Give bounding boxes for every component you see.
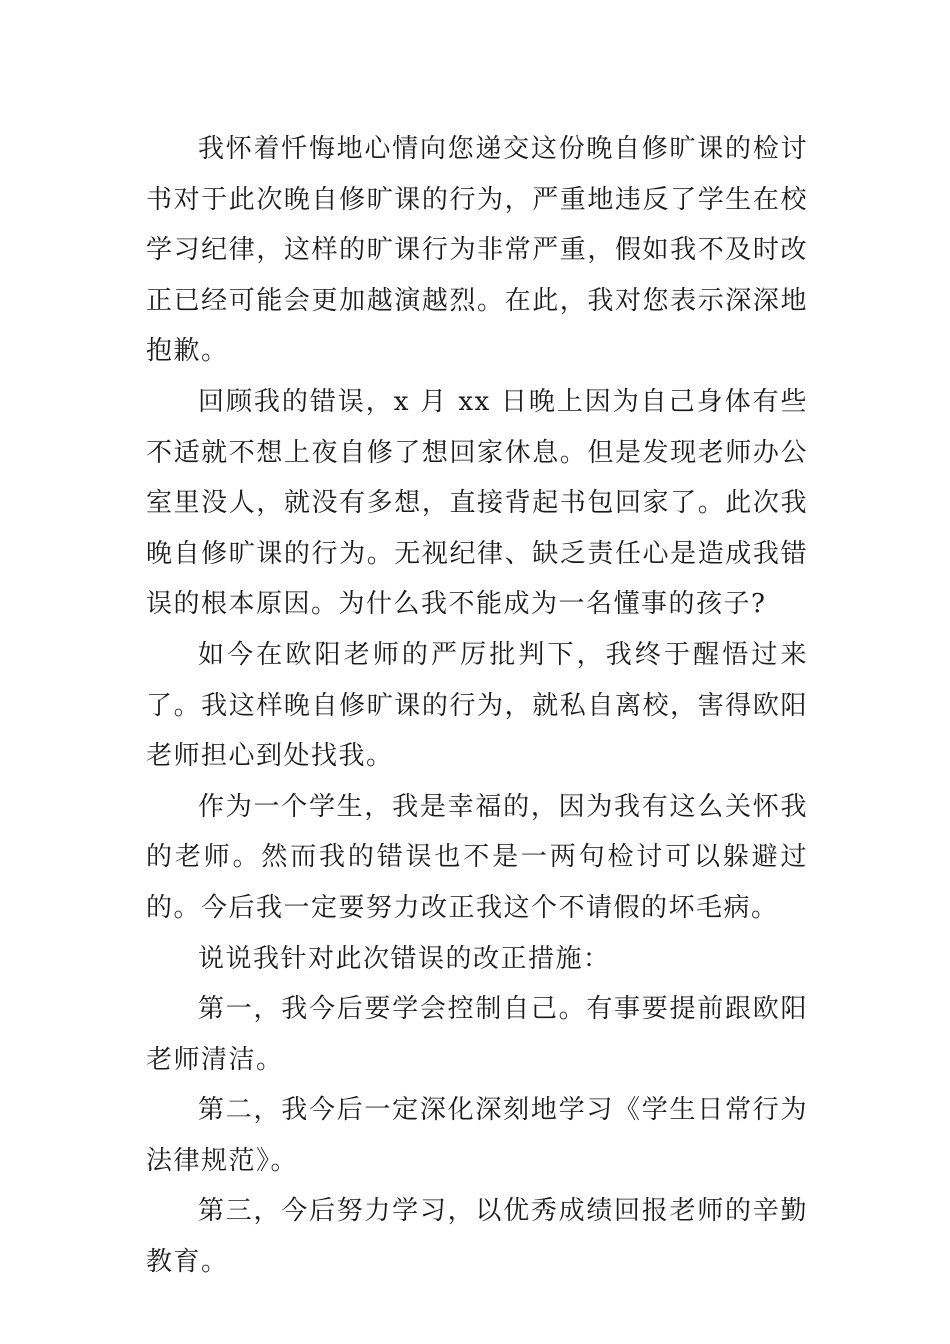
paragraph-3: 如今在欧阳老师的严厉批判下，我终于醒悟过来了。我这样晚自修旷课的行为，就私自离校，害得欧阳老师担心到处找我。 bbox=[146, 639, 808, 772]
paragraph-4: 作为一个学生，我是幸福的，因为我有这么关怀我的老师。然而我的错误也不是一两句检讨可以躲避过的。今后我一定要努力改正我这个不请假的坏毛病。 bbox=[146, 791, 808, 923]
paragraph-6: 第一，我今后要学会控制自己。有事要提前跟欧阳老师清洁。 bbox=[146, 994, 808, 1075]
paragraph-7: 第二，我今后一定深化深刻地学习《学生日常行为法律规范》。 bbox=[146, 1095, 808, 1176]
paragraph-5: 说说我针对此次错误的改正措施： bbox=[198, 943, 611, 974]
paragraph-8: 第三，今后努力学习，以优秀成绩回报老师的辛勤教育。 bbox=[146, 1196, 808, 1278]
document-body bbox=[146, 124, 808, 1288]
paragraph-1: 我怀着忏悔地心情向您递交这份晚自修旷课的检讨书对于此次晚自修旷课的行为，严重地违反了学生在校学习纪律，这样的旷课行为非常严重，假如我不及时改正已经可能会更加越演越烈。在此，我对您表示深深地抱歉。 bbox=[146, 134, 808, 367]
paragraph-2: 回顾我的错误，x 月 xx 日晚上因为自己身体有些不适就不想上夜自修了想回家休息。但是发现老师办公室里没人，就没有多想，直接背起书包回家了。此次我晚自修旷课的行为。无视纪律、缺乏责任心是造成我错误的根本原因。为什么我不能成为一名懂事的孩子? bbox=[146, 386, 808, 620]
